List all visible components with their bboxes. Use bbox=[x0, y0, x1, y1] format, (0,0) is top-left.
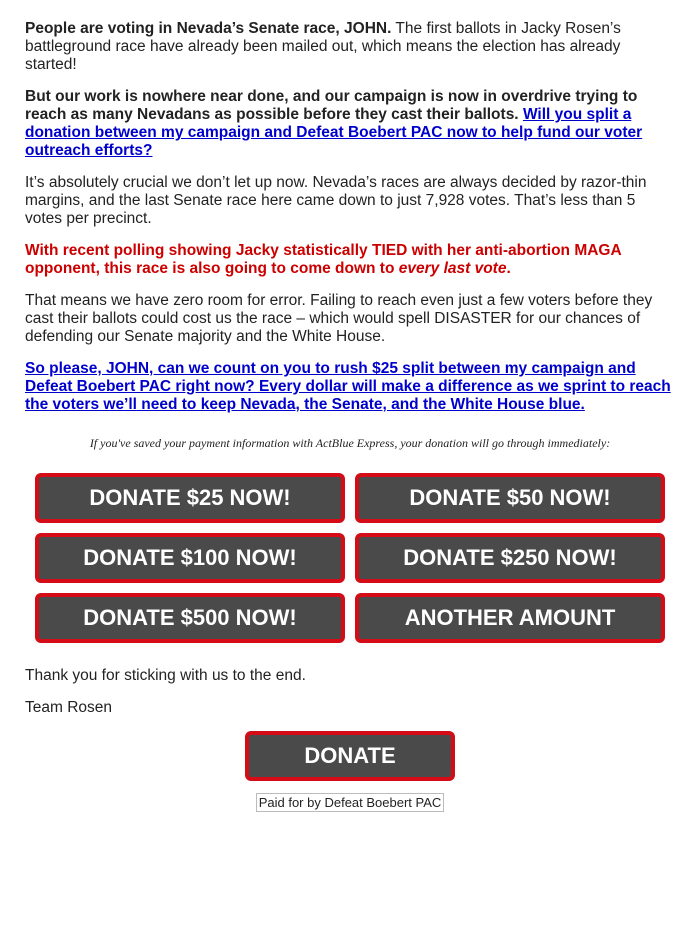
split-donation-link[interactable]: Will you split a donation between my campaign and Defeat Boebert PAC now to help fund our voter outreach efforts? bbox=[25, 106, 643, 159]
donate-button[interactable]: DONATE bbox=[245, 731, 455, 781]
rush-25-link[interactable]: So please, JOHN, can we count on you to rush $25 split between my campaign and Defeat Boebert PAC right now? Every dollar will make a difference as we sprint to reach the voters we’ll need to keep Nevada, the Senate, and the White House blue. bbox=[25, 360, 671, 413]
polling-italic: every last vote bbox=[398, 260, 507, 277]
donate-250-button[interactable]: DONATE $250 NOW! bbox=[355, 533, 665, 583]
donate-25-button[interactable]: DONATE $25 NOW! bbox=[35, 473, 345, 523]
donate-500-button[interactable]: DONATE $500 NOW! bbox=[35, 593, 345, 643]
donate-button-grid bbox=[35, 473, 675, 643]
signature: Team Rosen bbox=[25, 699, 113, 716]
rush-paragraph bbox=[25, 360, 675, 414]
another-amount-button[interactable]: ANOTHER AMOUNT bbox=[355, 593, 665, 643]
actblue-express-note: If you've saved your payment information with ActBlue Express, your donation will go through immediately: bbox=[89, 436, 611, 450]
polling-end: . bbox=[506, 260, 511, 277]
zero-room-paragraph: That means we have zero room for error. Failing to reach even just a few voters before they cast their ballots could cost us the race – which would spell DISASTER for our chances of defending our Senate majority and the White House. bbox=[25, 292, 653, 345]
polling-text: With recent polling showing Jacky statistically TIED with her anti-abortion MAGA opponent, this race is also going to come down to bbox=[25, 242, 622, 277]
intro-paragraph bbox=[25, 20, 675, 74]
donate-50-button[interactable]: DONATE $50 NOW! bbox=[355, 473, 665, 523]
polling-paragraph bbox=[25, 242, 675, 278]
paid-for-disclaimer: Paid for by Defeat Boebert PAC bbox=[256, 793, 445, 812]
overdrive-bold: But our work is nowhere near done, and our campaign is now in overdrive trying to reach as many Nevadans as possible before they cast their ballots. bbox=[25, 88, 638, 123]
crucial-paragraph: It’s absolutely crucial we don’t let up now. Nevada’s races are always decided by razor-thin margins, and the last Senate race here came down to just 7,928 votes. That’s less than 5 votes per precinct. bbox=[25, 174, 647, 227]
overdrive-paragraph bbox=[25, 88, 675, 160]
thanks-text: Thank you for sticking with us to the end. bbox=[25, 667, 306, 684]
intro-text: The first ballots in Jacky Rosen’s battleground race have already been mailed out, which means the election has already started! bbox=[25, 20, 621, 73]
intro-bold: People are voting in Nevada’s Senate race, JOHN. bbox=[25, 20, 392, 37]
donate-100-button[interactable]: DONATE $100 NOW! bbox=[35, 533, 345, 583]
paid-for-container bbox=[25, 793, 675, 812]
